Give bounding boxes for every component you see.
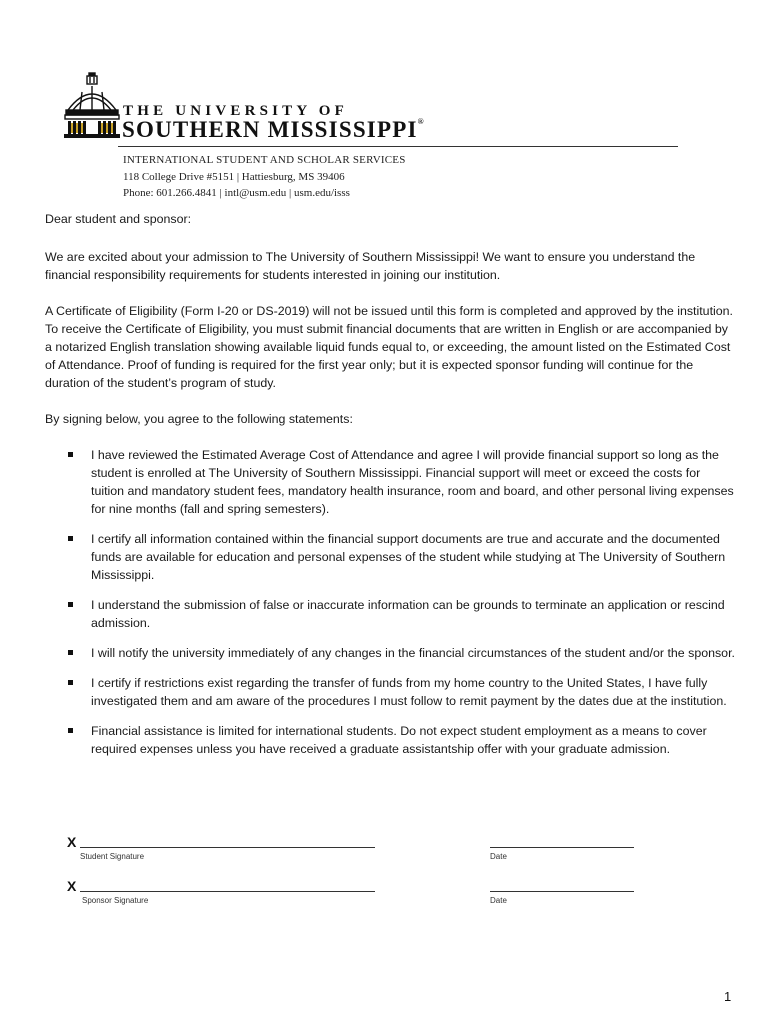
university-name-text: SOUTHERN MISSISSIPPI bbox=[122, 117, 418, 142]
statement-item bbox=[66, 530, 736, 584]
statement-item bbox=[66, 446, 736, 518]
sponsor-signature-field[interactable] bbox=[80, 891, 375, 892]
statement-text: I certify if restrictions exist regarding the transfer of funds from my home country to the United States, I have fully investigated them and am aware of the procedures I must follow to remit payment by the dates due at the institution. bbox=[91, 676, 727, 708]
statement-item bbox=[66, 644, 736, 662]
sponsor-signature-mark: X bbox=[67, 878, 77, 894]
registered-trademark: ® bbox=[417, 117, 424, 126]
university-dome-logo bbox=[62, 72, 122, 144]
certificate-paragraph: A Certificate of Eligibility (Form I-20 or DS-2019) will not be issued until this form is completed and approved by the institution. To receive the Certificate of Eligibility, you must submit financial documents that are written in English or are accompanied by a notarized English translation showing available liquid funds equal to, or exceeding, the amount listed on the Estimated Cost of Attendance. Proof of funding is required for the first year only; but it is expected sponsor funding will continue for the duration of the student’s program of study. bbox=[45, 304, 733, 390]
office-name: INTERNATIONAL STUDENT AND SCHOLAR SERVICES bbox=[123, 154, 406, 166]
office-contact: Phone: 601.266.4841 | intl@usm.edu | usm.edu/isss bbox=[123, 187, 350, 199]
header-rule bbox=[118, 146, 678, 147]
statement-item bbox=[66, 722, 736, 758]
university-name-line1: THE UNIVERSITY OF bbox=[123, 103, 349, 119]
office-address: 118 College Drive #5151 | Hattiesburg, MS 39406 bbox=[123, 171, 345, 183]
sponsor-date-field[interactable] bbox=[490, 891, 634, 892]
page-number: 1 bbox=[724, 989, 732, 1004]
bullet-square-icon bbox=[68, 602, 73, 607]
statement-item bbox=[66, 674, 736, 710]
greeting: Dear student and sponsor: bbox=[45, 212, 192, 226]
intro-paragraph: We are excited about your admission to The University of Southern Mississippi! We want to ensure you understand the financial responsibility requirements for students interested in joining our institution. bbox=[45, 250, 696, 282]
student-date-label: Date bbox=[490, 852, 507, 861]
statement-text: I will notify the university immediately of any changes in the financial circumstances of the student and/or the sponsor. bbox=[91, 646, 735, 660]
statement-text: I have reviewed the Estimated Average Cost of Attendance and agree I will provide financial support so long as the student is enrolled at The University of Southern Mississippi. Financial support will meet or exceed the costs for tuition and mandatory student fees, mandatory health insurance, room and board, and other personal living expenses for nine months (fall and spring semesters). bbox=[91, 448, 734, 516]
student-signature-label: Student Signature bbox=[80, 852, 145, 861]
statement-text: Financial assistance is limited for international students. Do not expect student employment as a means to cover required expenses unless you have received a graduate assistantship offer with your graduate admission. bbox=[91, 724, 707, 756]
bullet-square-icon bbox=[68, 680, 73, 685]
statement-item bbox=[66, 596, 736, 632]
agreement-statements bbox=[66, 446, 736, 770]
statement-text: I certify all information contained within the financial support documents are true and accurate and the documented funds are available for education and personal expenses of the student while studying at The University of Southern Mississippi. bbox=[91, 532, 726, 582]
student-signature-mark: X bbox=[67, 834, 77, 850]
bullet-square-icon bbox=[68, 452, 73, 457]
bullet-square-icon bbox=[68, 728, 73, 733]
student-signature-field[interactable] bbox=[80, 847, 375, 848]
bullet-square-icon bbox=[68, 536, 73, 541]
university-name-line2 bbox=[122, 117, 424, 143]
bullet-square-icon bbox=[68, 650, 73, 655]
signing-intro: By signing below, you agree to the following statements: bbox=[45, 412, 353, 426]
sponsor-signature-label: Sponsor Signature bbox=[82, 896, 149, 905]
student-date-field[interactable] bbox=[490, 847, 634, 848]
sponsor-date-label: Date bbox=[490, 896, 507, 905]
statement-text: I understand the submission of false or inaccurate information can be grounds to terminate an application or rescind admission. bbox=[91, 598, 725, 630]
